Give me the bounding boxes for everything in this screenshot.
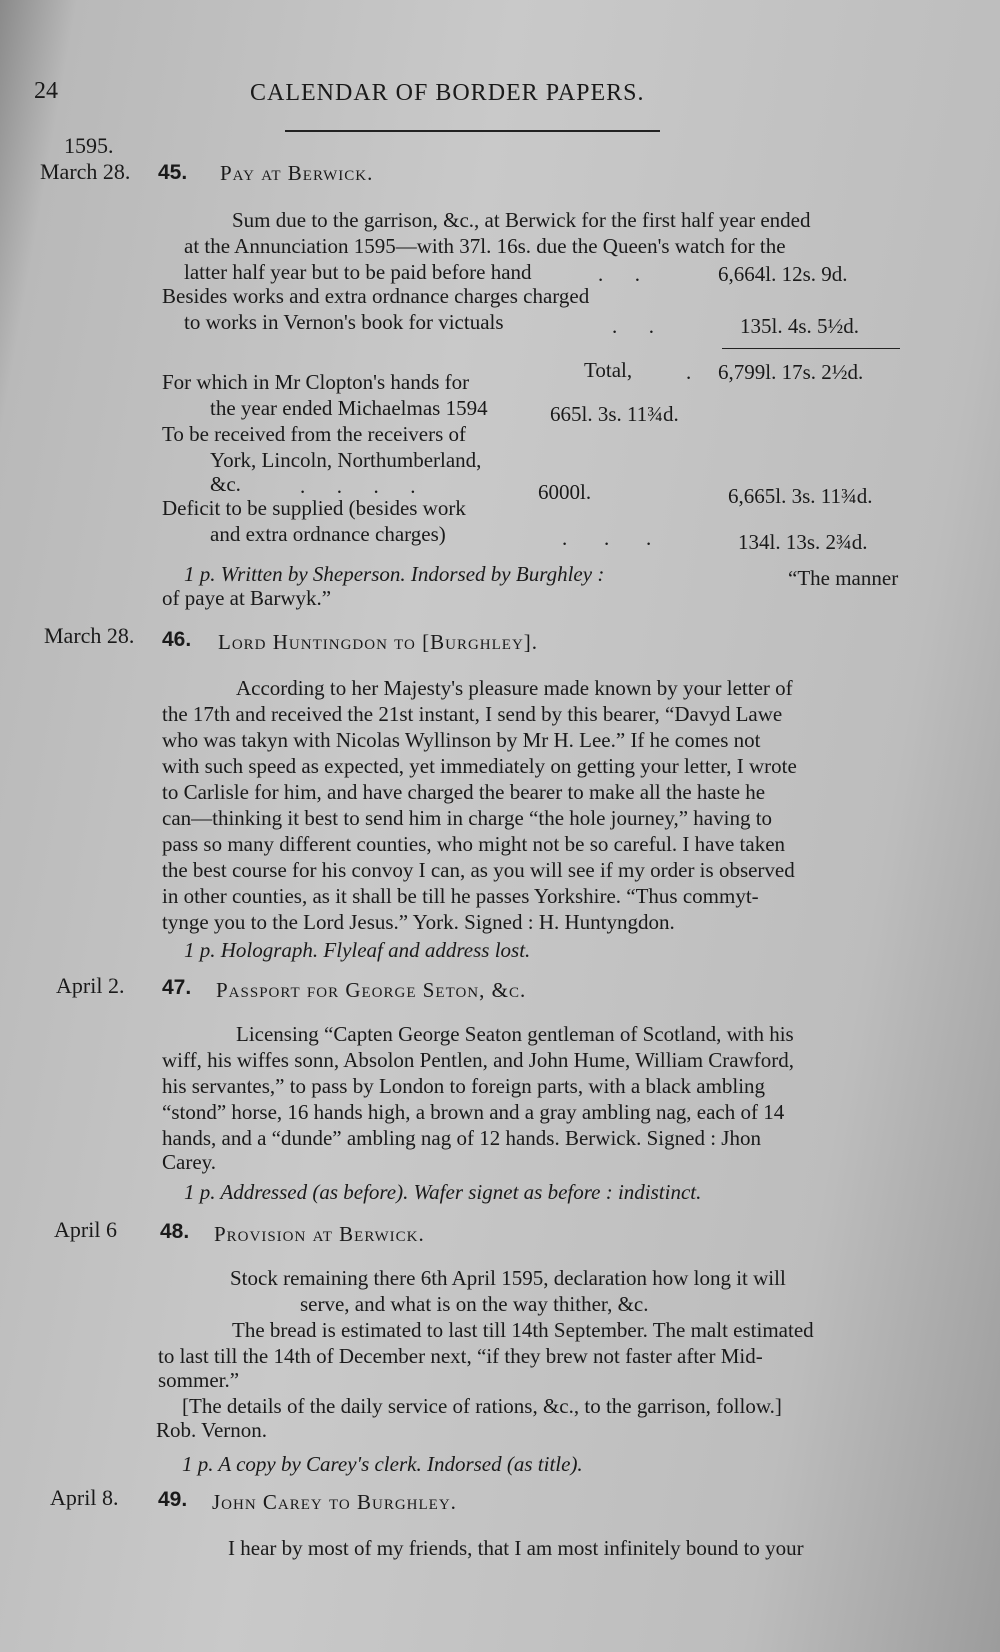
- entry-48-date: April 6: [54, 1217, 117, 1242]
- entry-46-title: Lord Huntingdon to [Burghley].: [218, 630, 539, 654]
- e46-line-8: the best course for his convoy I can, as you will see if my order is observed: [162, 858, 795, 882]
- entry-48-number: 48.: [160, 1220, 190, 1243]
- e46-line-5: to Carlisle for him, and have charged the bearer to make all the haste he: [162, 780, 766, 804]
- e46-line-4: with such speed as expected, yet immediately on getting your letter, I wrote: [162, 754, 797, 778]
- e45-line-2: at the Annunciation 1595—with 37l. 16s. due the Queen's watch for the: [184, 234, 786, 258]
- e47-line-2: wiff, his wiffes sonn, Absolon Pentlen, and John Hume, William Crawford,: [162, 1048, 795, 1072]
- entry-45-date: March 28.: [40, 159, 131, 184]
- e47-line-6: Carey.: [162, 1150, 217, 1174]
- total-rule: [722, 348, 900, 349]
- entry-46-date: March 28.: [44, 623, 135, 648]
- e45-line-5: to works in Vernon's book for victuals: [184, 310, 504, 334]
- entry-47-date: April 2.: [56, 973, 125, 998]
- entry-47-number: 47.: [162, 976, 192, 999]
- e45-line-1: Sum due to the garrison, &c., at Berwick for the first half year ended: [232, 208, 811, 232]
- e45-line-11: &c.: [210, 472, 241, 496]
- running-title: CALENDAR OF BORDER PAPERS.: [250, 80, 645, 106]
- e45-line-8: the year ended Michaelmas 1594: [210, 396, 488, 420]
- e48-line-1: Stock remaining there 6th April 1595, declaration how long it will: [230, 1266, 786, 1290]
- leader-dots: . . .: [562, 526, 652, 550]
- e48-line-4: to last till the 14th of December next, “if they brew not faster after Mid-: [158, 1344, 763, 1368]
- e46-line-3: who was takyn with Nicolas Wyllinson by Mr H. Lee.” If he comes not: [162, 728, 761, 752]
- year-label: 1595.: [64, 133, 114, 158]
- entry-49-number: 49.: [158, 1488, 188, 1511]
- e45-deficit: 134l. 13s. 2¾d.: [738, 530, 868, 554]
- e45-line-7: For which in Mr Clopton's hands for: [162, 370, 470, 394]
- e46-note: 1 p. Holograph. Flyleaf and address lost.: [184, 938, 531, 962]
- e45-line-13: and extra ordnance charges): [210, 522, 446, 546]
- leader-dots: . . . .: [300, 474, 416, 498]
- e45-note-end: of paye at Barwyk.”: [162, 586, 332, 610]
- e47-line-5: hands, and a “dunde” ambling nag of 12 hands. Berwick. Signed : Jhon: [162, 1126, 761, 1150]
- e46-line-6: can—thinking it best to send him in charge “the hole journey,” having to: [162, 806, 773, 830]
- e46-line-10: tynge you to the Lord Jesus.” York. Signed : H. Huntyngdon.: [162, 910, 675, 934]
- e45-line-3: latter half year but to be paid before hand: [184, 260, 532, 284]
- e45-total-label: Total,: [584, 358, 633, 382]
- e47-line-3: his servantes,” to pass by London to foreign parts, with a black ambling: [162, 1074, 766, 1098]
- e45-line-4: Besides works and extra ordnance charges charged: [162, 284, 590, 308]
- e45-sum-amount: 6,665l. 3s. 11¾d.: [728, 484, 873, 508]
- e45-line-12: Deficit to be supplied (besides work: [162, 496, 466, 520]
- e47-line-1: Licensing “Capten George Seaton gentleman of Scotland, with his: [236, 1022, 794, 1046]
- entry-46-number: 46.: [162, 628, 192, 651]
- e48-line-6: [The details of the daily service of rations, &c., to the garrison, follow.]: [182, 1394, 782, 1418]
- e48-line-3: The bread is estimated to last till 14th September. The malt estimated: [232, 1318, 814, 1342]
- e46-line-1: According to her Majesty's pleasure made known by your letter of: [236, 676, 793, 700]
- e45-line-9: To be received from the receivers of: [162, 422, 467, 446]
- e48-line-7: Rob. Vernon.: [156, 1418, 268, 1442]
- e45-note-quote: “The manner: [788, 566, 899, 590]
- e45-receivers-amount: 6000l.: [538, 480, 592, 504]
- leader-dots: . .: [612, 314, 654, 338]
- entry-49-title: John Carey to Burghley.: [212, 1490, 457, 1514]
- e49-line-1: I hear by most of my friends, that I am most infinitely bound to your: [228, 1536, 804, 1560]
- entry-49-date: April 8.: [50, 1485, 119, 1510]
- entry-45-title: Pay at Berwick.: [220, 161, 374, 185]
- header-rule: [285, 130, 660, 132]
- e45-clopton-amount: 665l. 3s. 11¾d.: [550, 402, 679, 426]
- e47-line-4: “stond” horse, 16 hands high, a brown and a gray ambling nag, each of 14: [162, 1100, 785, 1124]
- e48-note: 1 p. A copy by Carey's clerk. Indorsed (as title).: [182, 1452, 583, 1476]
- page-number: 24: [34, 78, 58, 104]
- leader-dots: .: [686, 360, 692, 384]
- e45-amount-2: 135l. 4s. 5½d.: [740, 314, 860, 338]
- e46-line-9: in other counties, as it shall be till he passes Yorkshire. “Thus commyt-: [162, 884, 759, 908]
- e46-line-7: pass so many different counties, who might not be so careful. I have taken: [162, 832, 786, 856]
- e48-line-2: serve, and what is on the way thither, &c.: [300, 1292, 649, 1316]
- e47-note: 1 p. Addressed (as before). Wafer signet as before : indistinct.: [184, 1180, 702, 1204]
- e48-line-5: sommer.”: [158, 1368, 240, 1392]
- e46-line-2: the 17th and received the 21st instant, I send by this bearer, “Davyd Lawe: [162, 702, 783, 726]
- e45-note: 1 p. Written by Sheperson. Indorsed by Burghley :: [184, 562, 605, 586]
- e45-amount-1: 6,664l. 12s. 9d.: [718, 262, 848, 286]
- entry-48-title: Provision at Berwick.: [214, 1222, 425, 1246]
- entry-47-title: Passport for George Seton, &c.: [216, 978, 527, 1002]
- e45-line-10: York, Lincoln, Northumberland,: [210, 448, 482, 472]
- leader-dots: . .: [598, 262, 640, 286]
- e45-total: 6,799l. 17s. 2½d.: [718, 360, 864, 384]
- entry-45-number: 45.: [158, 161, 188, 184]
